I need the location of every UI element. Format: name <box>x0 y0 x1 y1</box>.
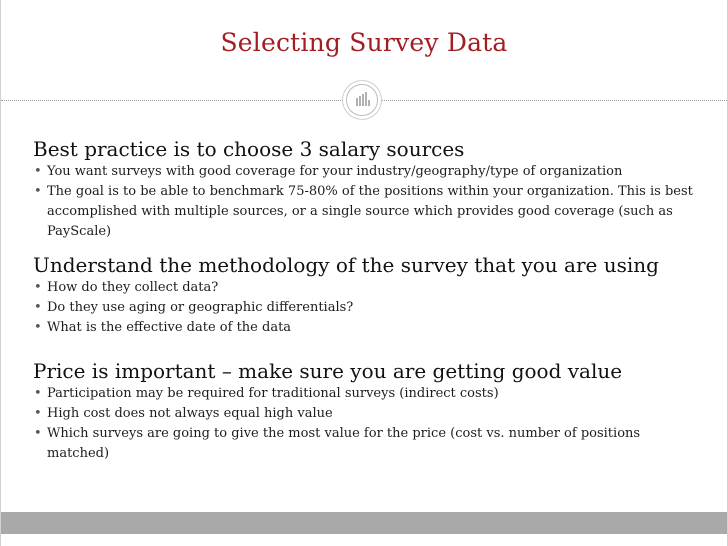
slide-title: Selecting Survey Data <box>220 28 508 57</box>
bullet-item: • Do they use aging or geographic differentials? <box>33 298 701 318</box>
bullet-list <box>33 162 701 242</box>
section-heading: Price is important – make sure you are getting good value <box>33 359 623 383</box>
footer-bar <box>1 512 727 534</box>
dot-grid-logo-icon <box>346 84 378 116</box>
section-salary-sources <box>33 136 701 242</box>
section-price <box>33 358 701 464</box>
bullet-item: • High cost does not always equal high value <box>33 404 701 424</box>
bullet-list <box>33 384 701 464</box>
dot-grid-logo-icon-graphic <box>347 85 377 115</box>
bullet-item: • The goal is to be able to benchmark 75-80% of the positions within your organization. This is best accomplished with multiple sources, or a single source which provides good coverage (such as PayScale) <box>33 182 701 242</box>
bullet-item: • Participation may be required for traditional surveys (indirect costs) <box>33 384 701 404</box>
bullet-item: • What is the effective date of the data <box>33 318 701 338</box>
bullet-item: • Which surveys are going to give the most value for the price (cost vs. number of positions matched) <box>33 424 701 464</box>
bullet-item: • How do they collect data? <box>33 278 701 298</box>
bullet-item: • You want surveys with good coverage for your industry/geography/type of organization <box>33 162 701 182</box>
section-heading: Best practice is to choose 3 salary sources <box>33 137 465 161</box>
section-methodology <box>33 252 701 338</box>
slide-body <box>33 136 701 464</box>
bullet-list <box>33 278 701 338</box>
section-heading: Understand the methodology of the survey that you are using <box>33 253 659 277</box>
